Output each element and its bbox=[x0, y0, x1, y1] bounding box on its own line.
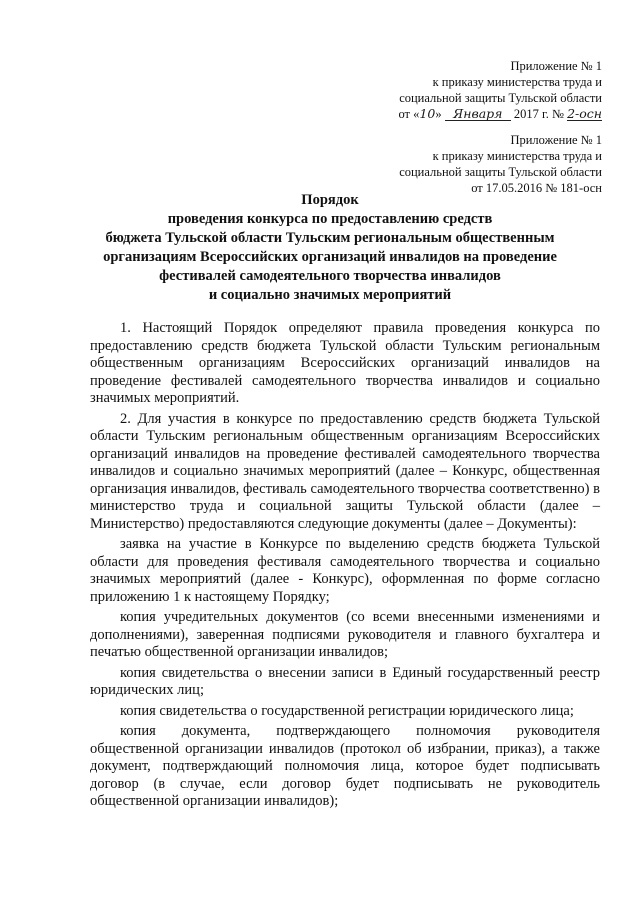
appendix-current bbox=[398, 58, 602, 122]
appendix-current-date-line bbox=[398, 106, 602, 122]
number-prefix: № bbox=[552, 107, 564, 121]
paragraph-registration-copy: копия свидетельства о государственной регистрации юридического лица; bbox=[120, 702, 574, 719]
date-sep: » bbox=[435, 107, 442, 121]
paragraph-application: заявка на участие в Конкурсе по выделению средств бюджета Тульской области для проведения фестиваля самодеятельного творчества и социально значимых мероприятий (далее - Конкурс), оформленная по форме согласно приложению 1 к настоящему Порядку; bbox=[90, 536, 600, 605]
paragraph-charter-copy: копия учредительных документов (со всеми внесенными изменениями и дополнениями), заверенная подписями руководителя и главного бухгалтера и печатью общественной организации инвалидов; bbox=[90, 609, 600, 660]
appendix-current-line2: к приказу министерства труда и bbox=[432, 75, 602, 89]
date-year: 2017 г. bbox=[513, 107, 549, 121]
paragraph-1: 1. Настоящий Порядок определяют правила проведения конкурса по предоставлению средств бюджета Тульской области Тульским региональным общественным организациям Всероссийских организаций инвалидов на проведение фестивалей самодеятельного творчества инвалидов и социально значимых мероприятий. bbox=[90, 320, 600, 406]
title-line6: и социально значимых мероприятий bbox=[208, 287, 452, 303]
appendix-previous-line3: социальной защиты Тульской области bbox=[399, 165, 602, 179]
appendix-previous-line1: Приложение № 1 bbox=[510, 133, 602, 147]
handwritten-month: Января bbox=[445, 107, 511, 121]
title-line2: проведения конкурса по предоставлению средств bbox=[167, 211, 493, 227]
document-body bbox=[90, 320, 600, 812]
paragraph-egrul-copy: копия свидетельства о внесении записи в Единый государственный реестр юридических лиц; bbox=[90, 664, 600, 698]
document-title bbox=[60, 191, 600, 305]
appendix-previous-line2: к приказу министерства труда и bbox=[432, 149, 602, 163]
date-prefix: от « bbox=[398, 107, 420, 121]
appendix-previous-line4: от 17.05.2016 № 181-осн bbox=[471, 181, 602, 195]
handwritten-day: 10 bbox=[419, 106, 436, 121]
handwritten-number: 2-осн bbox=[567, 106, 602, 121]
title-line1: Порядок bbox=[301, 192, 359, 208]
title-line3: бюджета Тульской области Тульским региональным общественным bbox=[105, 230, 555, 246]
paragraph-authority-copy: копия документа, подтверждающего полномочия руководителя общественной организации инвалидов (протокол об избрании, приказ), а также документ, подтверждающий полномочия лица, которое будет подписывать договор (в случае, если договор будет подписывать не руководитель общественной организации инвалидов); bbox=[90, 723, 600, 809]
title-line4: организациям Всероссийских организаций инвалидов на проведение bbox=[103, 249, 557, 265]
appendix-current-line3: социальной защиты Тульской области bbox=[399, 91, 602, 105]
appendix-current-line1: Приложение № 1 bbox=[510, 59, 602, 73]
paragraph-2: 2. Для участия в конкурсе по предоставлению средств бюджета Тульской области Тульским региональным общественным организациям Всероссийских организаций инвалидов на проведение фестивалей самодеятельного творчества инвалидов и социально значимых мероприятий (далее – Конкурс, общественная организация инвалидов, фестиваль самодеятельного творчества соответственно) в министерство труда и социальной защиты Тульской области (далее – Министерство) предоставляются следующие документы (далее – Документы): bbox=[90, 410, 600, 532]
title-line5: фестивалей самодеятельного творчества инвалидов bbox=[159, 268, 501, 284]
appendix-previous bbox=[399, 132, 602, 196]
